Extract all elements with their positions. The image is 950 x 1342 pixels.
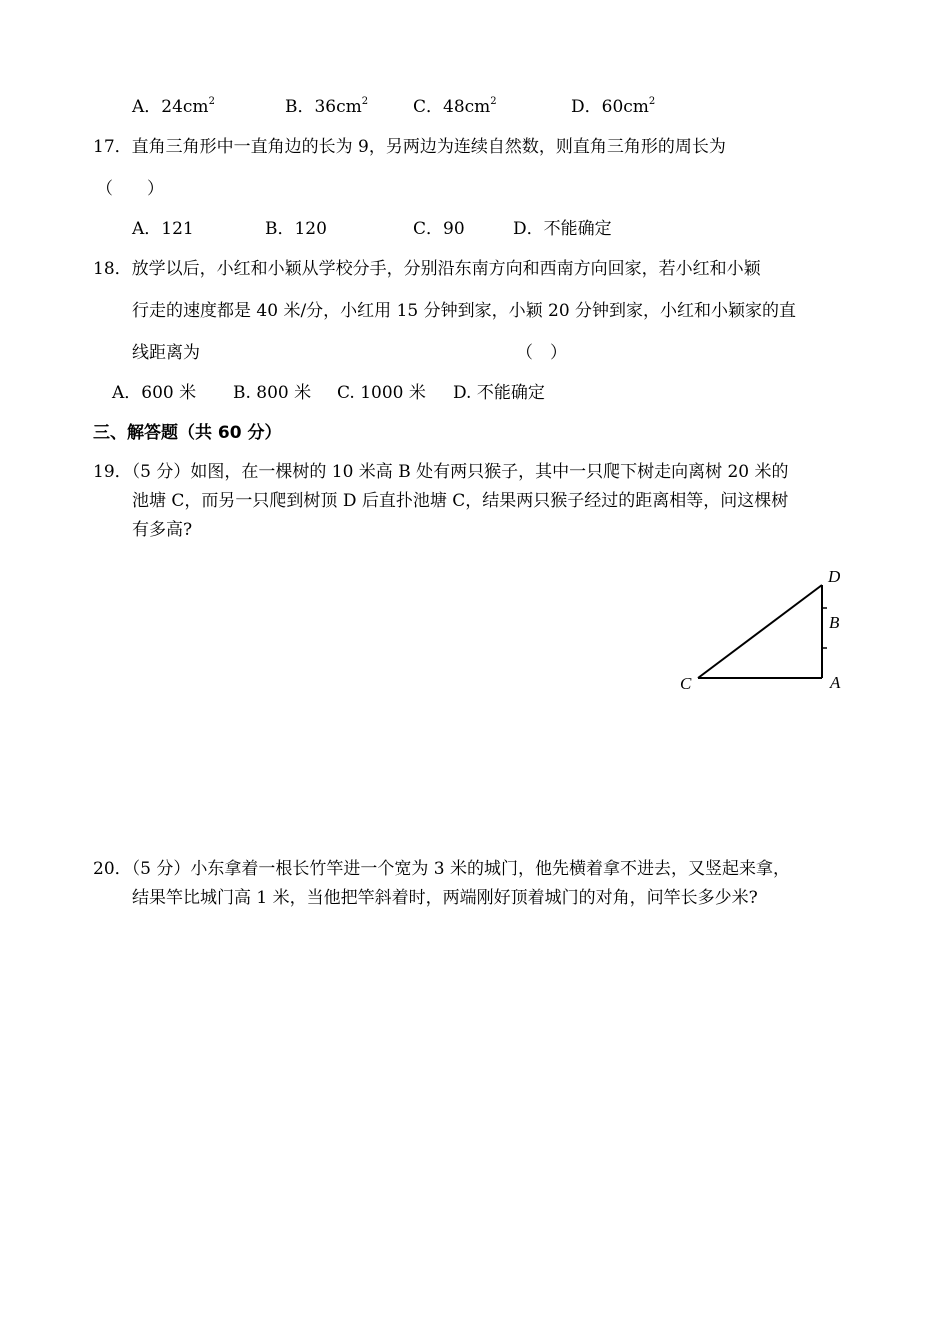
q18-line-2: 行走的速度都是 40 米/分，小红用 15 分钟到家，小颖 20 分钟到家，小红和小颖家的直 bbox=[132, 301, 797, 321]
q17-option-c: C．90 bbox=[413, 219, 465, 239]
q19-line-2: 池塘 C，而另一只爬到树顶 D 后直扑池塘 C，结果两只猴子经过的距离相等，问这棵树 bbox=[132, 491, 789, 511]
q16-option-b: B．$36cm^2$ bbox=[285, 96, 369, 117]
q18-option-b: B. 800 米 bbox=[233, 383, 312, 403]
tree-triangle-figure bbox=[670, 560, 860, 700]
point-label-a: A bbox=[830, 673, 841, 692]
point-label-c: C bbox=[680, 674, 692, 693]
q18-line-3: 线距离为 bbox=[132, 343, 200, 363]
q17-option-a: A．121 bbox=[132, 219, 194, 239]
q18-line-1: 18．放学以后，小红和小颖从学校分手，分别沿东南方向和西南方向回家，若小红和小颖 bbox=[93, 259, 761, 279]
q16-option-a: A．$24cm^2$ bbox=[132, 96, 215, 117]
point-label-d: D bbox=[828, 567, 841, 586]
q18-answer-bracket: （ ） bbox=[516, 343, 567, 363]
segment-cd bbox=[698, 585, 822, 678]
q17-option-d: D．不能确定 bbox=[513, 219, 612, 239]
q17-answer-bracket: （ ） bbox=[96, 179, 164, 199]
q20-line-1: 20．（5 分）小东拿着一根长竹竿进一个宽为 3 米的城门，他先横着拿不进去，又竖起来拿， bbox=[93, 859, 790, 879]
q16-option-d: D．$60cm^2$ bbox=[571, 96, 656, 117]
point-label-b: B bbox=[829, 613, 840, 632]
q17-stem: 17．直角三角形中一直角边的长为 9，另两边为连续自然数，则直角三角形的周长为 bbox=[93, 137, 726, 157]
q16-option-c: C．$48cm^2$ bbox=[413, 96, 497, 117]
q18-option-c: C. 1000 米 bbox=[337, 383, 426, 403]
q18-option-a: A．600 米 bbox=[112, 383, 197, 403]
q19-line-3: 有多高? bbox=[132, 520, 193, 540]
q18-option-d: D. 不能确定 bbox=[453, 383, 545, 403]
q20-line-2: 结果竿比城门高 1 米，当他把竿斜着时，两端刚好顶着城门的对角，问竿长多少米? bbox=[132, 888, 758, 908]
q17-option-b: B．120 bbox=[265, 219, 327, 239]
section-heading: 三、解答题（共 60 分） bbox=[93, 423, 282, 443]
q19-line-1: 19．（5 分）如图，在一棵树的 10 米高 B 处有两只猴子，其中一只爬下树走向离树 20 米的 bbox=[93, 462, 789, 482]
